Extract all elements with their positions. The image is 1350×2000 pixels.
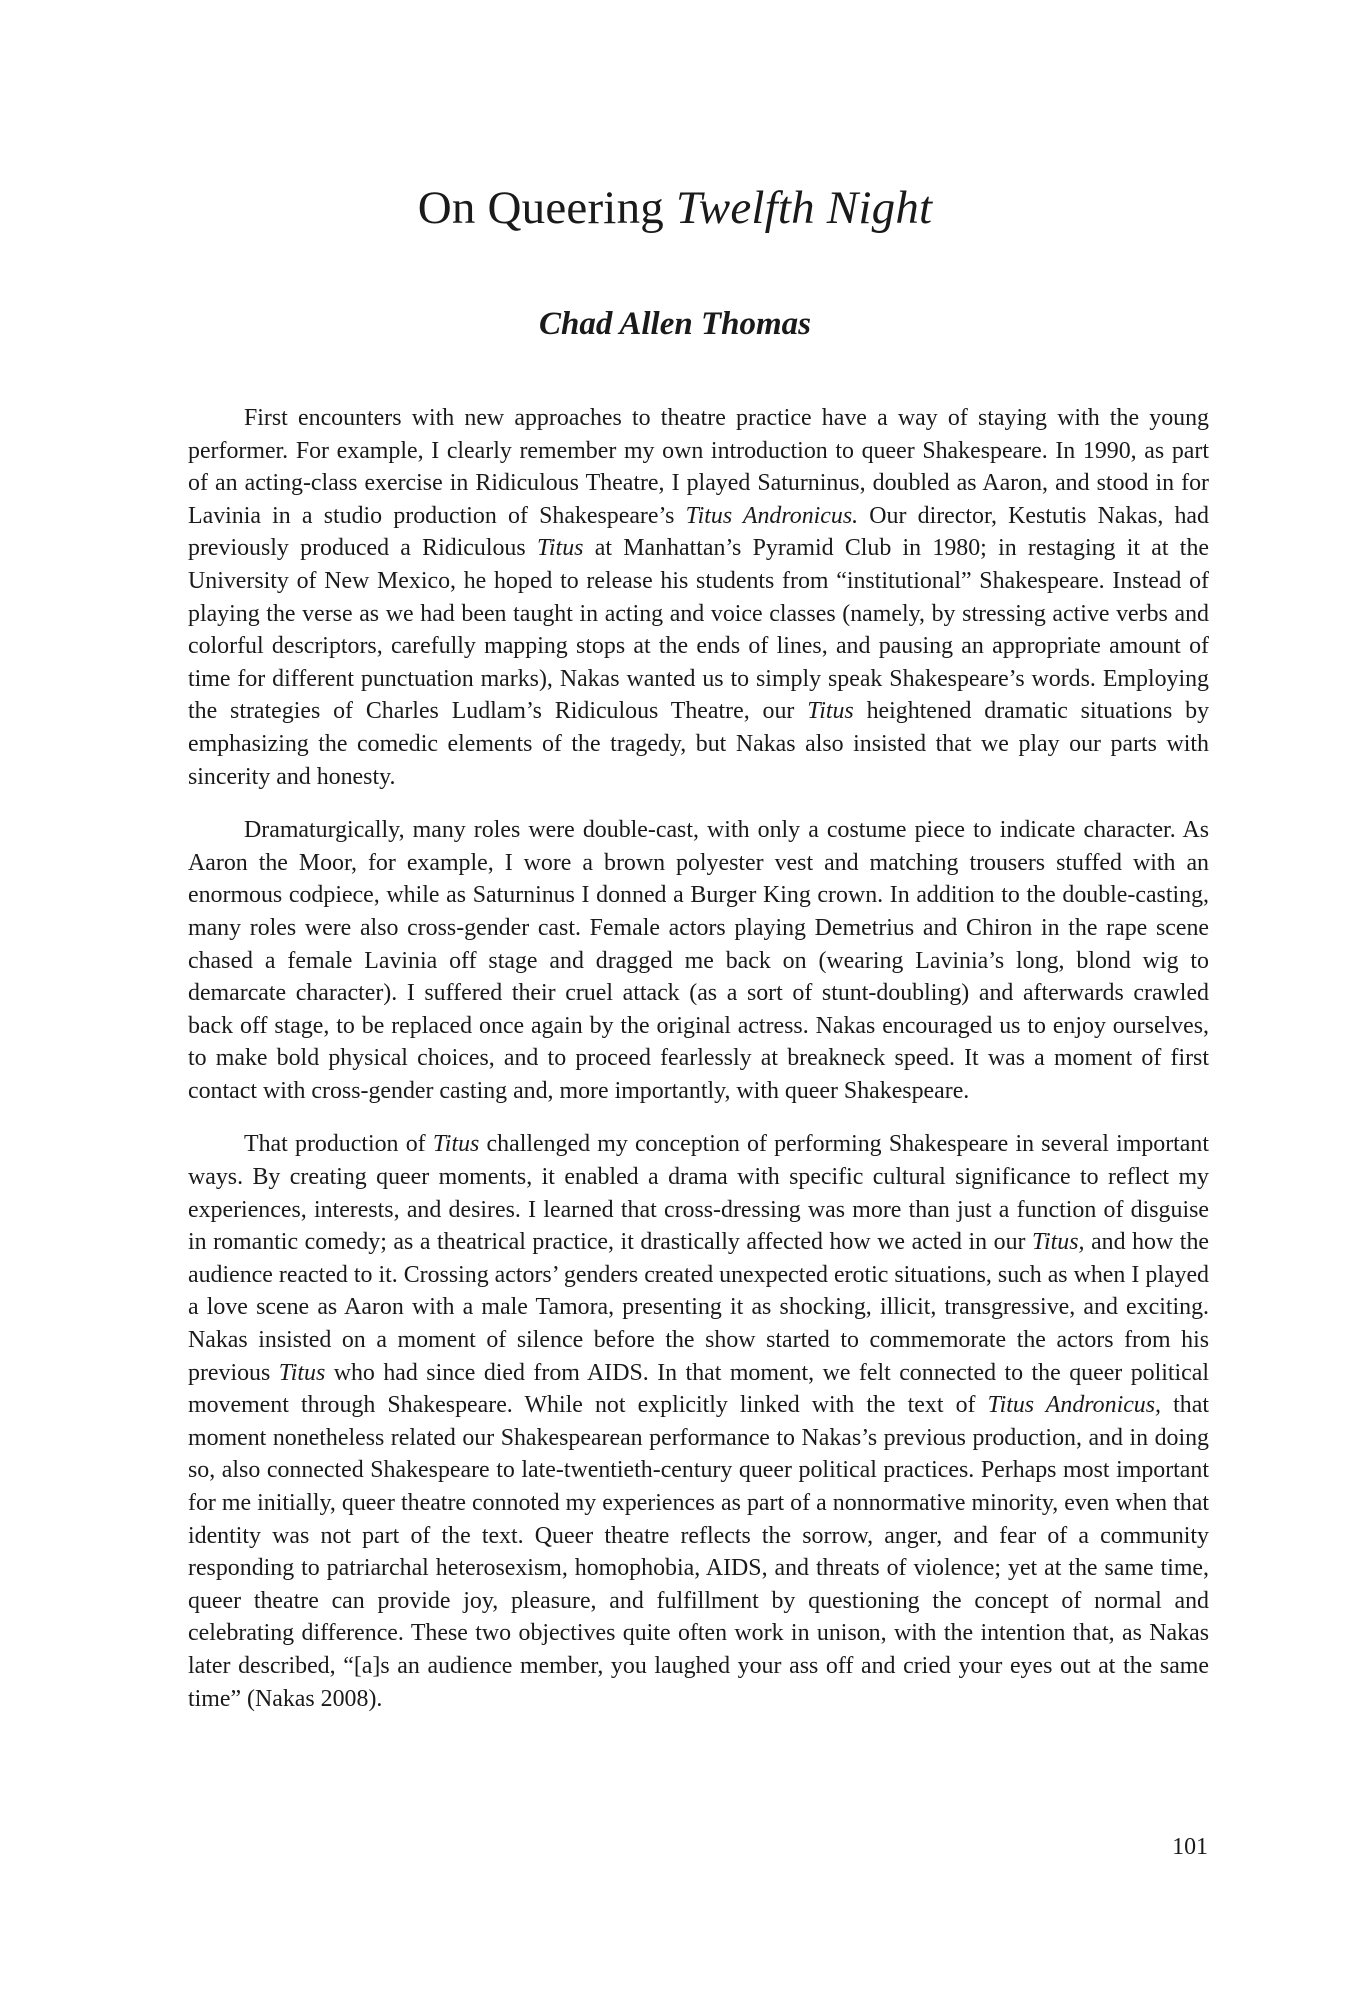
text-run: Our director, Kestutis Nakas, had previously produced a Ridiculous bbox=[188, 502, 1209, 562]
italic-run: Titus bbox=[432, 1131, 480, 1158]
author-name: Chad Allen Thomas bbox=[538, 306, 811, 342]
italic-run: Titus Andronicus. bbox=[685, 502, 859, 529]
text-run: who had since died from AIDS. In that moment, we felt connected to the queer political movement through Shakespeare. While not explicitly linked with the text of bbox=[188, 1359, 1209, 1419]
text-run: that moment nonetheless related our Shakespearean performance to Nakas’s previous production, and in doing so, also connected Shakespeare to late-twentieth-century queer political practices. Perhaps most important for me initially, queer theatre connoted my experiences as part of a nonnormative minority, even when that identity was not part of the text. Queer theatre reflects the sorrow, anger, and fear of a community responding to patriarchal heterosexism, homophobia, AIDS, and threats of violence; yet at the same time, queer theatre can provide joy, pleasure, and fulfillment by questioning the concept of normal and celebrating difference. These two objectives quite often work in unison, with the intention that, as Nakas later described, “[a]s an audience member, you laughed your ass off and cried your eyes out at the same time” (Nakas 2008). bbox=[188, 1392, 1209, 1712]
page-number: 101 bbox=[1172, 1834, 1208, 1860]
italic-run: Titus bbox=[536, 535, 584, 562]
italic-run: Titus, bbox=[1032, 1229, 1085, 1256]
italic-run: Titus Andronicus, bbox=[987, 1392, 1162, 1419]
chapter-title-play: Twelfth Night bbox=[675, 182, 933, 234]
italic-run: Titus bbox=[278, 1359, 326, 1386]
chapter-title bbox=[0, 178, 1350, 238]
text-run: challenged my conception of performing Shakespeare in several important ways. By creating queer moments, it enabled a drama with specific cultural significance to reflect my experiences, interests, and desires. I learned that cross-dressing was more than just a function of disguise in romantic comedy; as a theatrical practice, it drastically affected how we acted in our bbox=[188, 1131, 1209, 1256]
paragraph-3 bbox=[188, 1128, 1209, 1715]
paragraph-2 bbox=[188, 814, 1209, 1107]
text-run: That production of bbox=[244, 1131, 433, 1158]
text-run: First encounters with new approaches to theatre practice have a way of staying with the young performer. For example, I clearly remember my own introduction to queer Shakespeare. In 1990, as part of an acting-class exercise in Ridiculous Theatre, I played Saturninus, doubled as Aaron, and stood in for Lavinia in a studio production of Shakespeare’s bbox=[188, 405, 1209, 529]
text-run: at Manhattan’s Pyramid Club in 1980; in restaging it at the University of New Mexico, he hoped to release his students from “institutional” Shakespeare. Instead of playing the verse as we had been taught in acting and voice classes (namely, by stressing active verbs and colorful descriptors, carefully mapping stops at the ends of lines, and pausing an appropriate amount of time for different punctuation marks), Nakas wanted us to simply speak Shakespeare’s words. Employing the strategies of Charles Ludlam’s Ridiculous Theatre, our bbox=[188, 535, 1209, 725]
italic-run: Titus bbox=[807, 698, 854, 725]
text-run: and how the audience reacted to it. Crossing actors’ genders created unexpected erotic situations, such as when I played a love scene as Aaron with a male Tamora, presenting it as shocking, illicit, transgressive, and exciting. Nakas insisted on a moment of silence before the show started to commemorate the actors from his previous bbox=[188, 1229, 1209, 1386]
text-run: heightened dramatic situations by emphasizing the comedic elements of the tragedy, but Nakas also insisted that we play our parts with sincerity and honesty. bbox=[188, 698, 1210, 790]
paragraph-1 bbox=[188, 402, 1209, 793]
body-text bbox=[188, 402, 1209, 1715]
chapter-title-prefix: On Queering bbox=[417, 182, 676, 234]
text-run: Dramaturgically, many roles were double-cast, with only a costume piece to indicate character. As Aaron the Moor, for example, I wore a brown polyester vest and matching trousers stuffed with an enormous codpiece, while as Saturninus I donned a Burger King crown. In addition to the double-casting, many roles were also cross-gender cast. Female actors playing Demetrius and Chiron in the rape scene chased a female Lavinia off stage and dragged me back on (wearing Lavinia’s long, blond wig to demarcate character). I suffered their cruel attack (as a sort of stunt-doubling) and afterwards crawled back off stage, to be replaced once again by the original actress. Nakas encouraged us to enjoy ourselves, to make bold physical choices, and to proceed fearlessly at breakneck speed. It was a moment of first contact with cross-gender casting and, more importantly, with queer Shakespeare. bbox=[188, 817, 1209, 1104]
